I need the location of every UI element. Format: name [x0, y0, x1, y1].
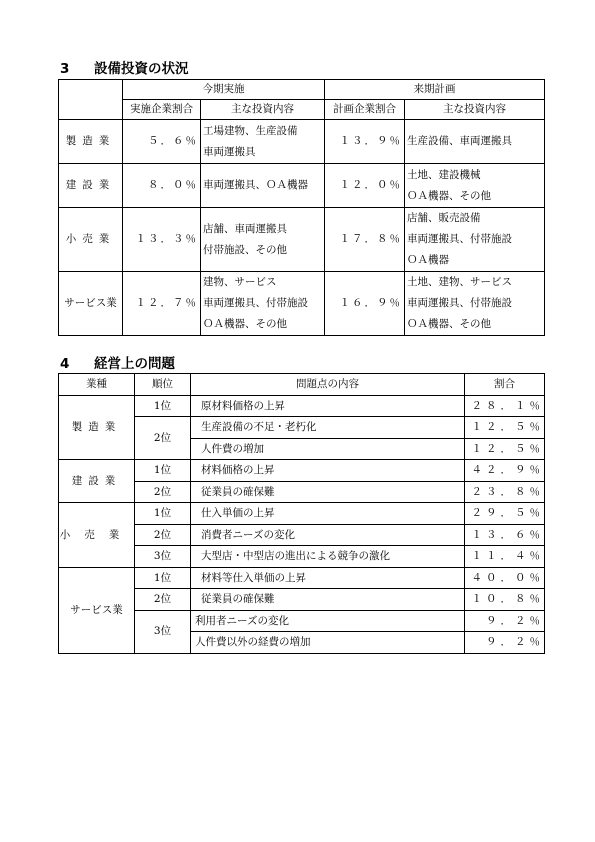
table-header-row	[59, 374, 545, 396]
content-line: ＯＡ機器、その他	[203, 318, 287, 330]
section3-heading	[60, 57, 189, 77]
rank: 1位	[135, 395, 191, 417]
rank: 3位	[135, 610, 191, 653]
rank: 1位	[135, 503, 191, 525]
capex-header-impl-rate: 実施企業割合	[123, 100, 201, 120]
issues-table	[58, 373, 545, 654]
rank: 2位	[135, 481, 191, 503]
problem: 材料価格の上昇	[191, 460, 465, 482]
plan-rate: １７．８％	[325, 208, 405, 272]
table-row	[59, 460, 545, 482]
table-row	[59, 567, 545, 589]
content-line: ＯＡ機器	[407, 254, 449, 266]
section4-heading	[60, 352, 175, 372]
percent: ４２．９％	[465, 460, 545, 482]
industry-label: サービス業	[59, 272, 123, 336]
percent: ２９．５％	[465, 503, 545, 525]
content-line: 店舗、販売設備	[407, 212, 481, 224]
content-line: 車両運搬具、付帯施設	[203, 297, 308, 309]
problem: 原材料価格の上昇	[191, 395, 465, 417]
percent: １０．８％	[465, 589, 545, 611]
current-rate: １３．３％	[123, 208, 201, 272]
plan-content	[405, 164, 545, 208]
content-line: 車両運搬具、ＯＡ機器	[203, 179, 308, 191]
content-line: 土地、建設機械	[407, 168, 481, 181]
industry-label: 小売業	[59, 208, 123, 272]
content-line: ＯＡ機器、その他	[407, 318, 491, 330]
content-line: ＯＡ機器、その他	[407, 189, 491, 202]
section4-number: 4	[60, 356, 70, 372]
rank: 2位	[135, 589, 191, 611]
capex-table	[58, 79, 545, 336]
content-line: 車両運搬具	[203, 145, 256, 158]
problem: 人件費以外の経費の増加	[191, 632, 465, 654]
rank: 3位	[135, 546, 191, 568]
content-line: 付帯施設、その他	[203, 243, 287, 256]
problem: 人件費の増加	[191, 438, 465, 460]
content-line: 車両運搬具、付帯施設	[407, 297, 512, 309]
plan-content	[405, 120, 545, 164]
plan-rate: １６．９％	[325, 272, 405, 336]
industry-label: サービス業	[59, 567, 135, 653]
plan-rate: １３．９％	[325, 120, 405, 164]
content-line: 土地、建物、サービス	[407, 276, 512, 288]
industry-label: 建設業	[59, 164, 123, 208]
capex-header-plan-rate: 計画企業割合	[325, 100, 405, 120]
plan-content	[405, 208, 545, 272]
problem: 従業員の確保難	[191, 481, 465, 503]
percent: １２．５％	[465, 417, 545, 439]
content-line: 車両運搬具、付帯施設	[407, 233, 512, 245]
percent: １１．４％	[465, 546, 545, 568]
table-row	[59, 208, 545, 272]
current-rate: ５．６％	[123, 120, 201, 164]
problem: 材料等仕入単価の上昇	[191, 567, 465, 589]
problem: 消費者ニーズの変化	[191, 524, 465, 546]
problem: 仕入単価の上昇	[191, 503, 465, 525]
percent: ９．２％	[465, 610, 545, 632]
plan-rate: １２．０％	[325, 164, 405, 208]
current-content	[201, 272, 325, 336]
table-row	[59, 164, 545, 208]
rank: 1位	[135, 567, 191, 589]
capex-header-blank	[59, 80, 123, 120]
current-rate: ８．０％	[123, 164, 201, 208]
content-line: 建物、サービス	[203, 276, 277, 288]
percent: ２３．８％	[465, 481, 545, 503]
industry-label: 小売業	[59, 503, 135, 568]
current-content	[201, 164, 325, 208]
content-line: 生産設備、車両運搬具	[407, 135, 512, 147]
problem: 生産設備の不足・老朽化	[191, 417, 465, 439]
percent: １３．６％	[465, 524, 545, 546]
percent: ９．２％	[465, 632, 545, 654]
table-row	[59, 272, 545, 336]
table-row	[59, 395, 545, 417]
current-rate: １２．７％	[123, 272, 201, 336]
issues-header-content: 問題点の内容	[191, 374, 465, 396]
rank: 2位	[135, 524, 191, 546]
rank: 2位	[135, 417, 191, 460]
issues-header-rate: 割合	[465, 374, 545, 396]
rank: 1位	[135, 460, 191, 482]
problem: 利用者ニーズの変化	[191, 610, 465, 632]
percent: ４０．０％	[465, 567, 545, 589]
issues-header-rank: 順位	[135, 374, 191, 396]
plan-content	[405, 272, 545, 336]
issues-header-industry: 業種	[59, 374, 135, 396]
capex-header-main-cur: 主な投資内容	[201, 100, 325, 120]
content-line: 工場建物、生産設備	[203, 124, 298, 137]
problem: 大型店・中型店の進出による競争の激化	[191, 546, 465, 568]
table-row	[59, 503, 545, 525]
table-row	[59, 120, 545, 164]
problem: 従業員の確保難	[191, 589, 465, 611]
industry-label: 製造業	[59, 120, 123, 164]
section3-title: 設備投資の状況	[94, 61, 189, 77]
percent: ２８．１％	[465, 395, 545, 417]
section3-number: 3	[60, 61, 70, 77]
section4-title: 経営上の問題	[94, 356, 175, 372]
capex-header-current: 今期実施	[123, 80, 325, 100]
content-line: 店舗、車両運搬具	[203, 222, 287, 235]
capex-header-next: 来期計画	[325, 80, 545, 100]
current-content	[201, 120, 325, 164]
current-content	[201, 208, 325, 272]
industry-label: 製造業	[59, 395, 135, 460]
percent: １２．５％	[465, 438, 545, 460]
capex-header-main-next: 主な投資内容	[405, 100, 545, 120]
industry-label: 建設業	[59, 460, 135, 503]
